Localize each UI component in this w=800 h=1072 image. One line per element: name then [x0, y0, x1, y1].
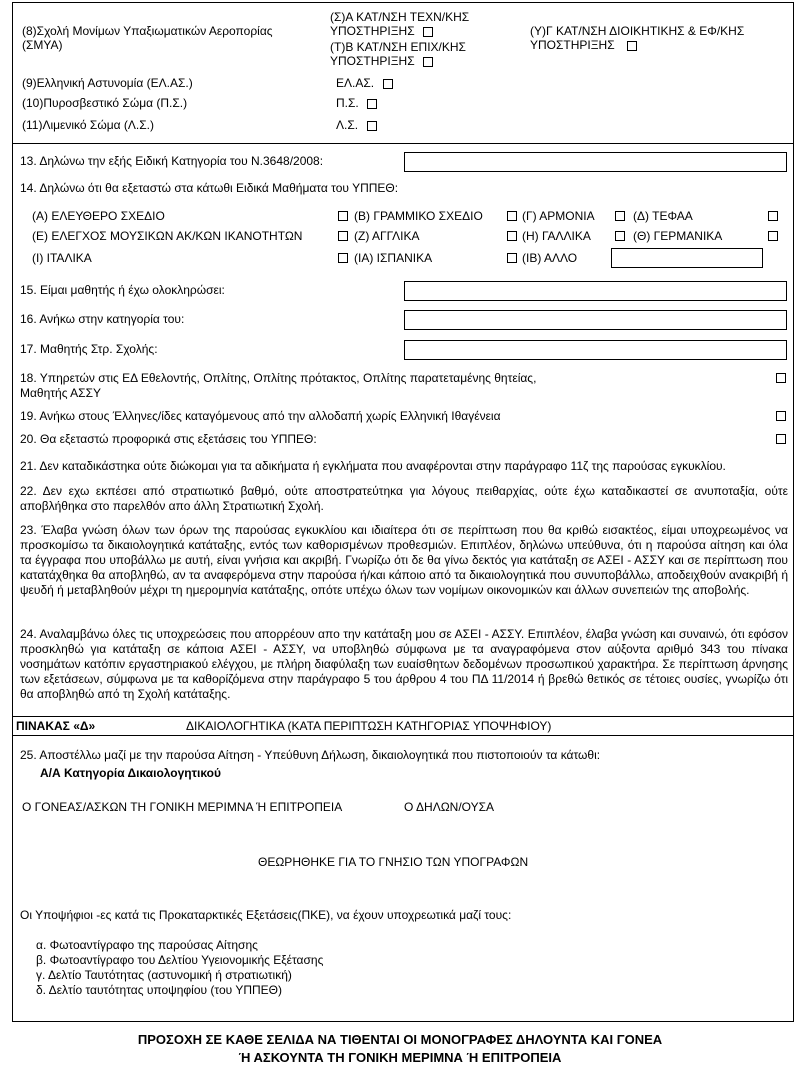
- smya-g-checkbox[interactable]: [627, 41, 637, 51]
- pke-item: γ. Δελτίο Ταυτότητας (αστυνομική ή στρατιωτική): [36, 968, 292, 982]
- table-d-label: ΠΙΝΑΚΑΣ «Δ»: [16, 719, 96, 733]
- q19-label: 19. Ανήκω στους Έλληνες/ίδες καταγόμενους από την αλλοδαπή χωρίς Ελληνική Ιθαγένεια: [20, 409, 501, 423]
- certified-label: ΘΕΩΡΗΘΗΚΕ ΓΙΑ ΤΟ ΓΝΗΣΙΟ ΤΩΝ ΥΠΟΓΡΑΦΩΝ: [258, 855, 529, 869]
- declarant-signature-label: Ο ΔΗΛΩΝ/ΟΥΣΑ: [404, 800, 495, 814]
- subject-ib-label: (ΙΒ) ΑΛΛΟ: [522, 251, 578, 265]
- q13-field[interactable]: [404, 152, 787, 172]
- subject-g-label: (Γ) ΑΡΜΟΝΙΑ: [522, 209, 595, 223]
- q17-field[interactable]: [404, 340, 787, 360]
- subject-d-label: (Δ) ΤΕΦΑΑ: [633, 209, 693, 223]
- q18-label: 18. Υπηρετών στις ΕΔ Εθελοντής, Οπλίτης, Οπλίτης πρότακτος, Οπλίτης παρατεταμένης θητείας,: [20, 371, 537, 385]
- guardian-signature-label: Ο ΓΟΝΕΑΣ/ΑΣΚΩΝ ΤΗ ΓΟΝΙΚΗ ΜΕΡΙΜΝΑ Ή ΕΠΙΤΡΟΠΕΙΑ: [22, 800, 343, 814]
- ls-label: (11)Λιμενικό Σώμα (Λ.Σ.): [22, 118, 154, 132]
- q25-text: 25. Αποστέλλω μαζί με την παρούσα Αίτηση - Υπεύθυνη Δήλωση, δικαιολογητικά που πιστοποιούν τα κάτωθι:: [20, 748, 601, 762]
- subject-th-label: (Θ) ΓΕΡΜΑΝΙΚΑ: [633, 229, 723, 243]
- ps-label: (10)Πυροσβεστικό Σώμα (Π.Σ.): [22, 96, 188, 110]
- footer-warning-line-2: Ή ΑΣΚΟΥΝΤΑ ΤΗ ΓΟΝΙΚΗ ΜΕΡΙΜΝΑ Ή ΕΠΙΤΡΟΠΕΙΑ: [238, 1050, 562, 1065]
- aa-header: Α/Α Κατηγορία Δικαιολογητικού: [40, 766, 221, 780]
- q14-label: 14. Δηλώνω ότι θα εξεταστώ στα κάτωθι Ειδικά Μαθήματα του ΥΠΠΕΘ:: [20, 181, 399, 195]
- smya-label: (8)Σχολή Μονίμων Υπαξιωματικών Αεροπορίας: [22, 24, 273, 38]
- pke-item: δ. Δελτίο ταυτότητας υποψηφίου (του ΥΠΠΕΘ): [36, 983, 282, 997]
- subject-z-checkbox[interactable]: [507, 231, 517, 241]
- subject-i-checkbox[interactable]: [338, 253, 348, 263]
- subject-b-checkbox[interactable]: [507, 211, 517, 221]
- q15-field[interactable]: [404, 281, 787, 301]
- q22-text: 22. Δεν εχω εκπέσει από στρατιωτικό βαθμό, ούτε αποστρατεύτηκα για λόγους πειθαρχίας, ούτε έχω καταδικαστεί σε ανυποταξία, ούτε αποβλήθηκα στο παρελθόν απο άλλη Στρατιωτική Σχολή.: [20, 484, 788, 513]
- q16-label: 16. Ανήκω στην κατηγορία του:: [20, 312, 185, 326]
- ps-checkbox[interactable]: [367, 99, 377, 109]
- q18-checkbox[interactable]: [776, 373, 786, 383]
- divider-table-d-top: [12, 716, 794, 717]
- divider-table-d-bottom: [12, 735, 794, 736]
- subject-e-checkbox[interactable]: [338, 231, 348, 241]
- pke-item: α. Φωτοαντίγραφο της παρούσας Αίτησης: [36, 938, 258, 952]
- subject-g-checkbox[interactable]: [615, 211, 625, 221]
- smya-abbrev: (ΣΜΥΑ): [22, 38, 63, 52]
- q18-label-2: Μαθητής ΑΣΣΥ: [20, 386, 101, 400]
- ls-short: Λ.Σ.: [336, 118, 359, 132]
- smya-b-checkbox[interactable]: [423, 57, 433, 67]
- q16-field[interactable]: [404, 310, 787, 330]
- pke-item: β. Φωτοαντίγραφο του Δελτίου Υγειονομικής Εξέτασης: [36, 953, 324, 967]
- footer-warning-line-1: ΠΡΟΣΟΧΗ ΣΕ ΚΑΘΕ ΣΕΛΙΔΑ ΝΑ ΤΙΘΕΝΤΑΙ ΟΙ ΜΟΝΟΓΡΑΦΕΣ ΔΗΛΟΥΝΤΑ ΚΑΙ ΓΟΝΕΑ: [137, 1032, 663, 1047]
- subject-a-checkbox[interactable]: [338, 211, 348, 221]
- q23-text: 23. Έλαβα γνώση όλων των όρων της παρούσας εγκυκλίου και ιδιαίτερα ότι σε περίπτωση που θα κριθώ εισακτέος, είμαι υποχρεωμένος να προσκομίσω τα δικαιολογητικά κατάταξης, εντός των καθορισμένων προθεσμιών. Επιπλέον, δηλώνω υπεύθυνα, ότι η παρούσα αίτηση και όλα τα έγγραφα που υποβάλλω με αυτή, είναι γνήσια και ακριβή. Γνωρίζω ότι δε θα γίνω δεκτός για κατάταξη σε ΑΣΕΙ - ΑΣΣΥ και σε περίπτωση που κατατάχθηκα θα αποβληθώ, αν τα αναφερόμενα στην παρούσα ή/και κάποιο από τα δικαιολογητικά που συνυποβάλλω, αποδειχθούν ανακριβή ή ψευδή ή μεταβληθούν μέχρι τη ημερομηνία κατάταξης, οπότε υπέχω όλων των νομίμων οικονομικών και άλλων συνεπειών της αποβολής.: [20, 523, 788, 597]
- elas-label: (9)Ελληνική Αστυνομία (ΕΛ.ΑΣ.): [22, 76, 193, 90]
- smya-b-label: (Τ)Β ΚΑΤ/ΝΣΗ ΕΠΙΧ/ΚΗΣ: [330, 40, 466, 54]
- ls-checkbox[interactable]: [367, 121, 377, 131]
- subject-z-label: (Ζ) ΑΓΓΛΙΚΑ: [354, 229, 420, 243]
- q24-text: 24. Αναλαμβάνω όλες τις υποχρεώσεις που απορρέουν απο την κατάταξη μου σε ΑΣΕΙ - ΑΣΣΥ. Επιπλέον, έλαβα γνώση και συναινώ, ότι εφόσον προσκληθώ για κατάταξη σε κάποια ΑΣΕΙ - ΑΣΣΥ, να υποβληθώ σύμφωνα με τα αναγραφόμενα στον αύξοντα αριθμό 343 του πίνακα νοσημάτων κατόπιν εργαστηριακού ελέγχου, με πλήρη διαφύλαξη των ευαίσθητων δεδομένων προσωπικού χαρακτήρα. Σε περίπτωση άρνησης των εξετάσεων, σύμφωνα με τα καθορίζόμενα στην παράγραφο 5 του άρθρου 4 του ΠΔ 11/2014 ή βρεθώ θετικός σε τέτοιες ουσίες, γνωρίζω ότι θα αποβληθώ από τη Σχολή κατάταξης.: [20, 627, 788, 701]
- elas-short: ΕΛ.ΑΣ.: [336, 76, 375, 90]
- smya-a-label: (Σ)Α ΚΑΤ/ΝΣΗ ΤΕΧΝ/ΚΗΣ: [330, 10, 470, 24]
- pke-intro: Οι Υποψήφιοι -ες κατά τις Προκαταρκτικές Εξετάσεις(ΠΚΕ), να έχουν υποχρεωτικά μαζί τους:: [20, 908, 512, 922]
- divider-after-top: [12, 143, 794, 144]
- smya-g-label-2: ΥΠΟΣΤΗΡΙΞΗΣ: [530, 38, 615, 52]
- q13-label: 13. Δηλώνω την εξής Ειδική Κατηγορία του Ν.3648/2008:: [20, 154, 324, 168]
- q21-text: 21. Δεν καταδικάστηκα ούτε διώκομαι για τα αδικήματα ή εγκλήματα που αναφέρονται στην παράγραφο 11ζ της παρούσας εγκυκλίου.: [20, 459, 726, 473]
- q19-checkbox[interactable]: [776, 411, 786, 421]
- smya-a-label-2: ΥΠΟΣΤΗΡΙΞΗΣ: [330, 24, 415, 38]
- subject-ia-label: (ΙΑ) ΙΣΠΑΝΙΚΑ: [354, 251, 433, 265]
- q20-label: 20. Θα εξεταστώ προφορικά στις εξετάσεις του ΥΠΠΕΘ:: [20, 432, 317, 446]
- subject-d-checkbox[interactable]: [768, 211, 778, 221]
- subject-a-label: (Α) ΕΛΕΥΘΕΡΟ ΣΧΕΔΙΟ: [32, 209, 165, 223]
- table-d-title: ΔΙΚΑΙΟΛΟΓΗΤΙΚΑ (ΚΑΤΑ ΠΕΡΙΠΤΩΣΗ ΚΑΤΗΓΟΡΙΑΣ ΥΠΟΨΗΦΙΟΥ): [186, 719, 552, 733]
- ps-short: Π.Σ.: [336, 96, 359, 110]
- q15-label: 15. Είμαι μαθητής ή έχω ολοκληρώσει:: [20, 283, 225, 297]
- subject-h-label: (Η) ΓΑΛΛΙΚΑ: [522, 229, 591, 243]
- smya-g-label: (Υ)Γ ΚΑΤ/ΝΣΗ ΔΙΟΙΚΗΤΙΚΗΣ & ΕΦ/ΚΗΣ: [530, 24, 745, 38]
- q17-label: 17. Μαθητής Στρ. Σχολής:: [20, 342, 158, 356]
- subject-i-label: (Ι) ΙΤΑΛΙΚΑ: [32, 251, 92, 265]
- smya-a-checkbox[interactable]: [423, 27, 433, 37]
- subject-e-label: (Ε) ΕΛΕΓΧΟΣ ΜΟΥΣΙΚΩΝ ΑΚ/ΚΩΝ ΙΚΑΝΟΤΗΤΩΝ: [32, 229, 303, 243]
- subject-ia-checkbox[interactable]: [507, 253, 517, 263]
- subject-b-label: (Β) ΓΡΑΜΜΙΚΟ ΣΧΕΔΙΟ: [354, 209, 483, 223]
- smya-b-label-2: ΥΠΟΣΤΗΡΙΞΗΣ: [330, 54, 415, 68]
- q20-checkbox[interactable]: [776, 434, 786, 444]
- subject-other-field[interactable]: [611, 248, 763, 268]
- subject-th-checkbox[interactable]: [768, 231, 778, 241]
- elas-checkbox[interactable]: [383, 79, 393, 89]
- subject-h-checkbox[interactable]: [615, 231, 625, 241]
